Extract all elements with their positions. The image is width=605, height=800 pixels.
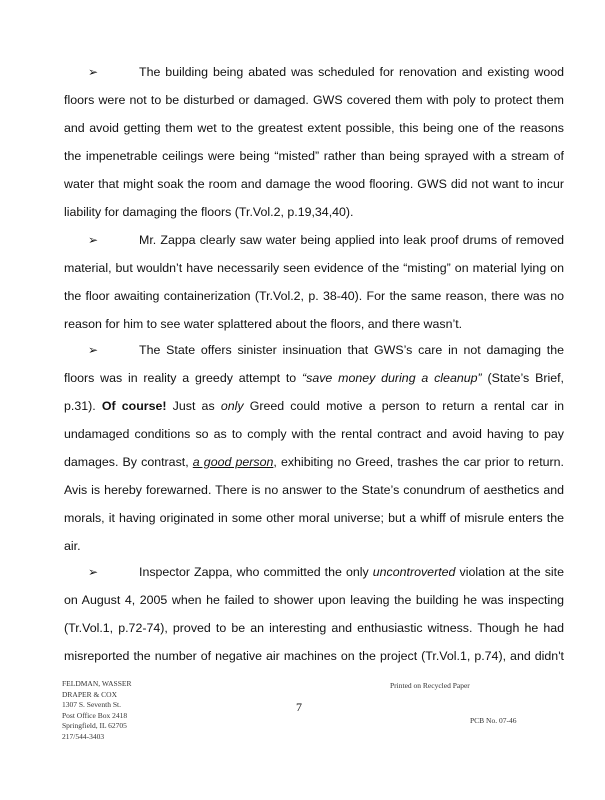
firm-line: Springfield, IL 62705	[62, 721, 127, 730]
text-segment: morals, it having originated in some other moral universe; but a whiff of misrule enters the	[64, 511, 564, 525]
paragraph-line	[64, 92, 564, 108]
text-segment: The State offers sinister insinuation that GWS’s care in not damaging the	[139, 343, 564, 357]
paragraph-line	[64, 176, 564, 192]
firm-line: FELDMAN, WASSER	[62, 679, 132, 688]
paragraph-line	[64, 120, 564, 136]
text-segment: undamaged conditions so as to comply with the rental contract and avoid having to pay	[64, 427, 564, 441]
paragraph-line	[64, 148, 564, 164]
text-segment: Avis is hereby forewarned. There is no answer to the State’s conundrum of aesthetics and	[64, 483, 564, 497]
paragraph-line	[64, 316, 564, 332]
text-segment: Greed could motive a person to return a rental car in	[243, 399, 564, 413]
firm-line: 217/544-3403	[62, 731, 105, 741]
firm-line: Post Office Box 2418	[62, 710, 128, 720]
bullet-arrow-icon: ➢	[88, 65, 99, 79]
paragraph-line	[64, 288, 564, 304]
text-segment: damages. By contrast,	[64, 455, 193, 469]
text-segment: Inspector Zappa, who committed the only	[139, 565, 373, 579]
bullet-arrow-icon: ➢	[88, 233, 99, 247]
text-segment: The building being abated was scheduled for renovation and existing wood	[139, 65, 564, 79]
text-segment: a good person	[192, 455, 274, 469]
firm-line: 1307 S. Seventh St.	[62, 700, 121, 709]
paragraph-line	[64, 454, 564, 470]
bullet-arrow-icon: ➢	[88, 565, 99, 579]
paragraph-line	[139, 564, 564, 580]
text-segment: material, but wouldn’t have necessarily seen evidence of the “misting” on material lying on	[64, 261, 564, 275]
text-segment: and avoid getting them wet to the greatest extent possible, this being one of the reasons	[64, 121, 564, 135]
text-segment: violation at the site	[455, 565, 564, 579]
paragraph-line	[64, 260, 564, 276]
text-segment: uncontroverted	[372, 565, 456, 579]
text-segment: liability for damaging the floors (Tr.Vol.2, p.19,34,40).	[64, 205, 354, 219]
text-segment: reason for him to see water splattered about the floors, and there wasn’t.	[64, 317, 463, 331]
paragraph-line	[64, 482, 564, 498]
case-number: PCB No. 07-46	[470, 716, 517, 725]
text-segment: Just as	[166, 399, 221, 413]
text-segment: water that might soak the room and damage the wood flooring. GWS did not want to incur	[64, 177, 564, 191]
text-segment: , exhibiting no Greed, trashes the car prior to return.	[273, 455, 564, 469]
paragraph-line	[64, 426, 564, 442]
paragraph-line	[64, 538, 564, 554]
paragraph-line	[139, 232, 564, 248]
paragraph-line	[64, 370, 564, 386]
firm-address-block	[62, 679, 131, 742]
bullet-arrow-icon: ➢	[88, 343, 99, 357]
text-segment: misreported the number of negative air machines on the project (Tr.Vol.1, p.74), and didn't	[64, 649, 564, 663]
text-segment: p.31).	[64, 399, 102, 413]
text-segment: floors was in reality a greedy attempt to	[64, 371, 303, 385]
text-segment: floors were not to be disturbed or damaged. GWS covered them with poly to protect them	[64, 93, 564, 107]
text-segment: air.	[64, 539, 81, 553]
text-segment: the impenetrable ceilings were being “misted” rather than being sprayed with a stream of	[64, 149, 564, 163]
text-segment: only	[220, 399, 244, 413]
paragraph-line	[64, 398, 564, 414]
paragraph-line	[64, 620, 564, 636]
paragraph-line	[64, 592, 564, 608]
page-number: 7	[296, 700, 302, 714]
text-segment: (State’s Brief,	[481, 371, 564, 385]
text-segment: (Tr.Vol.1, p.72-74), proved to be an interesting and enthusiastic witness. Though he had	[64, 621, 564, 635]
text-segment: on August 4, 2005 when he failed to shower upon leaving the building he was inspecting	[64, 593, 564, 607]
paragraph-line	[139, 64, 564, 80]
recycled-paper-note: Printed on Recycled Paper	[390, 681, 470, 690]
text-segment: Of course!	[101, 399, 167, 413]
text-segment: Mr. Zappa clearly saw water being applied into leak proof drums of removed	[139, 233, 564, 247]
firm-line: DRAPER & COX	[62, 689, 118, 699]
paragraph-line	[64, 204, 564, 220]
text-segment: the floor awaiting containerization (Tr.Vol.2, p. 38-40). For the same reason, there was no	[64, 289, 564, 303]
paragraph-line	[64, 648, 564, 664]
paragraph-line	[139, 342, 564, 358]
paragraph-line	[64, 510, 564, 526]
text-segment: “save money during a cleanup”	[302, 371, 482, 385]
